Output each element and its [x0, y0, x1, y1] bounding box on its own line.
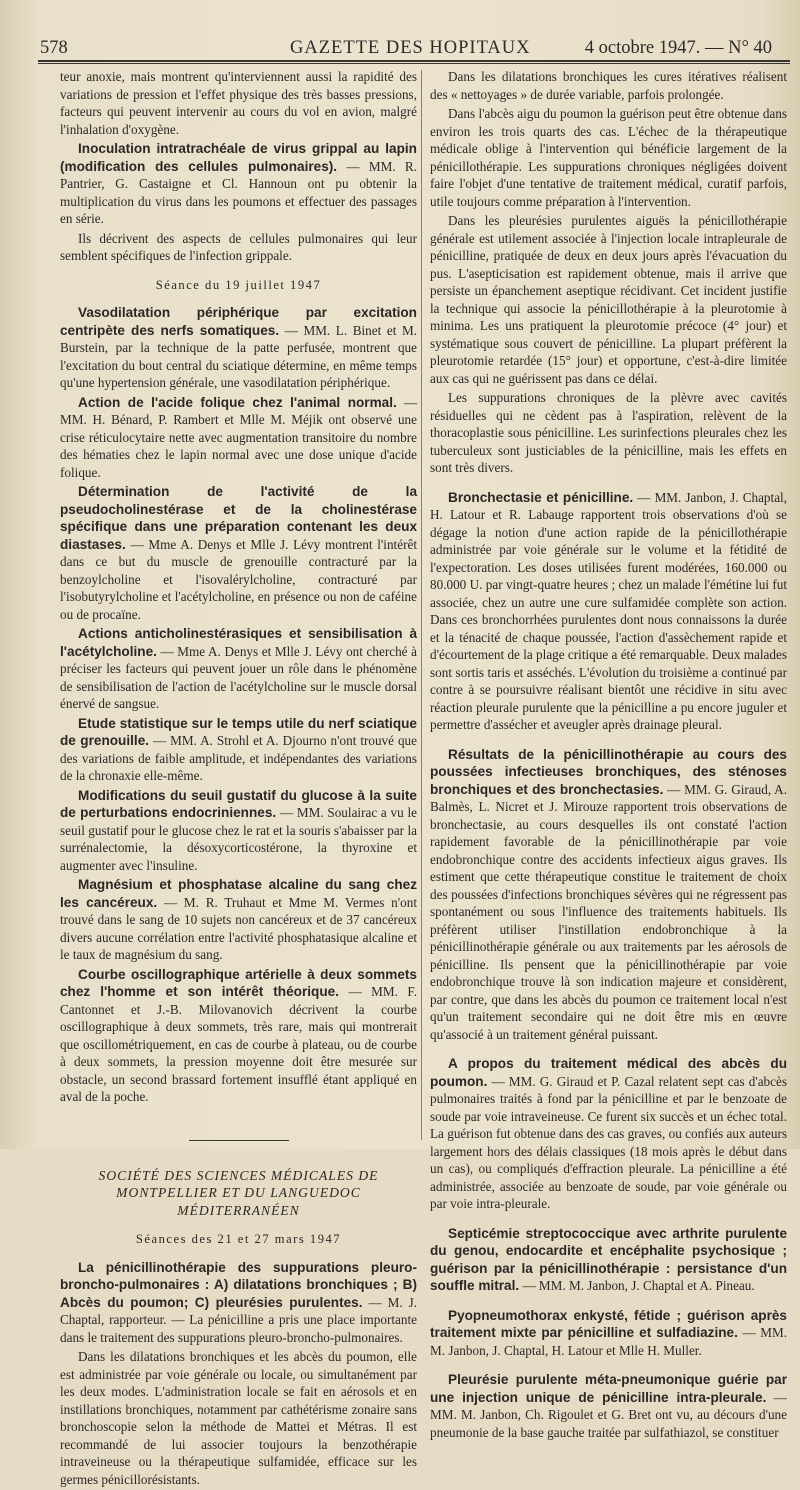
article-body: — MM. H. Bénard, P. Rambert et Mlle M. Méjik ont observé une crise réticulocytaire nette avec augmentation transitoire du nombre des hématies chez le lapin normal avec une dose unique d'acide folique.: [60, 394, 418, 480]
article-title: Détermination de l'activité de la pseudocholinestérase et de la cholinestérase spécifique dans une préparation contenant les deux diastases.: [60, 484, 417, 552]
article-body: — MM. M. Janbon, J. Chaptal et A. Pineau.: [519, 1278, 755, 1293]
article-title: La pénicillinothérapie des suppurations pleuro-broncho-pulmonaires : A) dilatations bronchiques ; B) Abcès du poumon; C) pleurésies purulentes.: [60, 1259, 417, 1310]
article-title: Courbe oscillographique artérielle à deux sommets chez l'homme et son intérêt théorique.: [60, 966, 417, 999]
article-body: — MM. M. Janbon, Ch. Rigoulet et G. Bret ont vu, au décours d'une pneumonie de la base gauche traitée par sulfathiazol, se constituer: [430, 1389, 787, 1440]
article-body: — MM. L. Binet et M. Burstein, par la technique de la patte perfusée, montrent que l'excitation du bout central du sciatique détermine, en même temps qu'une hypertension générale, une vasodilatation périphérique.: [60, 322, 417, 390]
article-entry: [430, 1307, 787, 1360]
article-entry: [430, 489, 787, 734]
article-title: Septicémie streptococcique avec arthrite purulente du genou, endocardite et encéphalite psychosique ; guérison par la pénicillinothérapie : persistance d'un souffle mitral.: [430, 1225, 787, 1293]
article-title: Vasodilatation périphérique par excitation centripète des nerfs somatiques.: [60, 305, 417, 338]
column-divider: [421, 70, 422, 1140]
spacer: [430, 479, 787, 489]
article-body: — MM. Soulairac a vu le seuil gustatif pour le glucose chez le rat et la souris s'abaisser par la surrénalectomie, la désoxycorticostérone, la thyroxine et augmenter avec l'insuline.: [60, 805, 417, 873]
article-title: Pyopneumothorax enkysté, fétide ; guérison après traitement mixte par pénicilline et sulfadiazine.: [430, 1307, 787, 1340]
article-entry: [60, 1259, 417, 1347]
article-body: — Mme A. Denys et Mlle J. Lévy montrent l'intérêt dans ce but du muscle de grenouille contracturé par la benzoylcholine et l'isovalérylcholine, contracturé par l'isobutyrylcholine et l'acétylcholine, en présence ou non de caféine ou de procaïne.: [60, 536, 417, 622]
article-entry: [60, 966, 417, 1106]
society-heading: SOCIÉTÉ DES SCIENCES MÉDICALES DE MONTPELLIER ET DU LANGUEDOC MÉDITERRANÉEN: [98, 1167, 379, 1218]
session-heading: Séance du 19 juillet 1947: [155, 277, 322, 292]
article-entry: [430, 1371, 787, 1441]
article-entry: [60, 483, 417, 623]
article-title: Action de l'acide folique chez l'animal normal.: [78, 394, 397, 410]
issue-date: 4 octobre 1947. — N° 40: [584, 38, 772, 58]
paragraph: Dans les pleurésies purulentes aiguës la pénicillothérapie générale est utilement associée à l'injection locale intrapleurale de pénicilline, pratiquée de deux en deux jours après l'évacuation du pus. L'asepticisation est rapidement obtenue, mais il arrive que persiste un épanchement aseptique récidivant. Cet incident justifie la technique qui associe la pénicillothérapie à la pleurotomie à minima. Les uns pratiquent la pleurotomie précoce (4° jour) et systématique sous couvert de pénicilline. La plupart préfèrent la pleurotomie retardée (15° jour) et opportune, c'est-à-dire limitée aux cas qui ne guérissent pas dans ce délai.: [430, 213, 787, 386]
article-title: Etude statistique sur le temps utile du nerf sciatique de grenouille.: [60, 715, 417, 748]
right-column: [430, 68, 787, 1443]
article-entry: [60, 625, 417, 713]
spacer: [430, 736, 787, 746]
paragraph: Ils décrivent des aspects de cellules pulmonaires qui leur semblent spécifiques de l'infection grippale.: [60, 230, 417, 263]
article-entry: [430, 746, 787, 1044]
article-entry: [60, 715, 417, 785]
article-body: — MM. A. Strohl et A. Djourno n'ont trouvé que des variations de faible amplitude, et indépendantes des variations de la chronaxie elle-même.: [60, 733, 418, 783]
section-divider: [189, 1140, 289, 1141]
header-rule: [38, 60, 790, 62]
journal-title: GAZETTE DES HOPITAUX: [290, 38, 531, 58]
article-body: — MM. R. Pantrier, G. Castaigne et Cl. Hannoun ont pu obtenir la multiplication du virus dans les poumons et effectuer des passages en série.: [60, 158, 418, 226]
article-body: — M. J. Chaptal, rapporteur. — La pénicilline a pris une place importante dans le traitement des suppurations pleuro-broncho-pulmonaires.: [60, 1294, 418, 1345]
paragraph: Les suppurations chroniques de la plèvre avec cavités résiduelles qui ne cèdent pas à l'aspiration, relèvent de la thoracoplastie sous pénicilline. Les surinfections pleurales chez les tuberculeux sont justiciables de la pénicilline, mais les effets en sont très divers.: [430, 390, 787, 475]
paragraph: Dans les dilatations bronchiques les cures itératives réalisent des « nettoyages » de durée variable, parfois prolongée.: [430, 69, 787, 102]
article-body: — MM. G. Giraud et P. Cazal relatent sept cas d'abcès pulmonaires traités à fond par la pénicilline et par le benzoate de soude par voie intraveineuse. Ce furent six succès et un échec total. La guérison fut obtenue dans des cas graves, ou confiés aux auteurs largement hors des délais classiques (18 mois après le début dans un cas), ou compliqués d'effraction pleurale. La pénicilline a été administrée, associée au benzoate de soude, par voie générale ou par voie intra-pleurale.: [430, 1073, 787, 1211]
spacer: [430, 1045, 787, 1055]
spacer: [430, 1215, 787, 1225]
paragraph: Dans l'abcès aigu du poumon la guérison peut être obtenue dans environ les trois quarts des cas. L'échec de la thérapeutique médicale oblige à l'intervention qui bénéficie largement de la pénicillothérapie. Les suppurations chroniques négligées doivent faire l'objet d'une tentative de traitement médical, curatif parfois, utile toujours comme préparation à l'intervention.: [430, 106, 787, 209]
article-title: A propos du traitement médical des abcès du poumon.: [430, 1056, 787, 1089]
paragraph: Dans les dilatations bronchiques et les abcès du poumon, elle est administrée par voie générale ou locale, ou simultanément par les deux modes. L'administration locale se fait en aérosols et en instillations bronchiques, notamment par cathétérisme zonaire sans bronchoscopie selon la méthode de Mattei et Métras. Il est recommandé de lui associer toujours la benzothérapie intraveineuse ou la thérapeutique sulfamidée, efficace sur les germes pénicillorésistants.: [60, 1349, 417, 1487]
article-title: Pleurésie purulente méta-pneumonique guérie par une injection unique de pénicilline intra-pleurale.: [430, 1372, 787, 1405]
article-body: — MM. F. Cantonnet et J.-B. Milovanovich décrivent la courbe oscillographique à deux sommets, très rare, mais qui montrerait que oscillométriquement, en cas de courbe à plateau, ou de courbe à deux sommets, la pression moyenne doit être mesurée sur obstacle, un second brassard fortement insufflé étant appliqué en aval de la poche.: [60, 984, 417, 1104]
article-entry: [60, 140, 417, 228]
article-body: — M. R. Truhaut et Mme M. Vermes n'ont trouvé dans le sang de 10 sujets non cancéreux et de 37 cancéreux divers aucune corrélation entre l'activité phosphatasique alcaline et le taux de magnésium du sang.: [60, 894, 417, 962]
article-title: Bronchectasie et pénicilline.: [448, 489, 634, 505]
article-body: — Mme A. Denys et Mlle J. Lévy ont cherché à préciser les facteurs qui peuvent jouer un rôle dans le phénomène de sensibilisation de l'action de l'acétylcholine sur le muscle dorsal énervé de sangsue.: [60, 643, 417, 711]
article-title: Modifications du seuil gustatif du glucose à la suite de perturbations endocriniennes.: [60, 787, 417, 820]
paragraph: teur anoxie, mais montrent qu'interviennent aussi la rapidité des variations de pression et l'effet physique des très basses pressions, facteurs qui peuvent intervenir au cours du vol en avion, malgré l'inhalation d'oxygène.: [60, 69, 417, 137]
article-entry: [60, 394, 417, 482]
page-number: 578: [40, 38, 68, 58]
spacer: [430, 1297, 787, 1307]
article-entry: [60, 304, 417, 392]
session-heading: Séances des 21 et 27 mars 1947: [135, 1232, 342, 1246]
article-body: — MM. M. Janbon, J. Chaptal, H. Latour et Mlle H. Muller.: [430, 1325, 787, 1358]
article-entry: [430, 1225, 787, 1295]
header-rule-thin: [38, 63, 790, 64]
article-entry: [60, 876, 417, 964]
article-title: Magnésium et phosphatase alcaline du sang chez les cancéreux.: [60, 877, 417, 910]
article-entry: [430, 1055, 787, 1213]
article-body: — MM. G. Giraud, A. Balmès, L. Nicret et J. Mirouze rapportent trois observations de bronchectasie, au cours desquelles ils ont constaté l'action rapidement favorable de la pénicillinothérapie par voie endobronchique contre des accidents infectieux aigus graves. Ils estiment que cette thérapeutique constitue le traitement de choix des poussées d'infections bronchiques sévères qui ne régressent pas spontanément ou sous l'influence des traitements habituels. Ils préfèrent utiliser l'instillation endobronchique à la pénicillinothérapie générale ou aux traitements par les aérosols de pénicilline. Ils pensent que la pénicillinothérapie par voie endobronchique trouve là son indication majeure et considèrent, par contre, que dans les abcès du poumon ce traitement local n'est qu'un traitement secondaire qui ne doit être mis en œuvre qu'associé à un traitement général puissant.: [430, 781, 788, 1042]
left-column: [60, 68, 417, 1490]
spacer: [430, 1361, 787, 1371]
article-title: Inoculation intratrachéale de virus grippal au lapin (modification des cellules pulmonaires).: [60, 141, 417, 174]
article-title: Résultats de la pénicillinothérapie au cours des poussées infectieuses bronchiques, des sténoses bronchiques et des bronchectasies.: [430, 746, 787, 797]
article-entry: [60, 787, 417, 875]
article-title: Actions anticholinestérasiques et sensibilisation à l'acétylcholine.: [60, 626, 417, 659]
article-body: — MM. Janbon, J. Chaptal, H. Latour et R. Labauge rapportent trois observations d'où se dégage la notion d'une action rapide de la pénicillothérapie administrée par voie générale sur le volume et la fétidité de l'expectoration. Les doses utilisées furent modérées, 160.000 ou 80.000 U. par vingt-quatre heures ; chez un malade l'émétine lui fut associée, chez un autre une cure sulfamidée complète son action. Dans ces bronchorrhées purulentes dont nous connaissons la durée et la ténacité de chaque poussée, l'action d'assèchement rapide et d'écourtement de la plage critique a été remarquable. Deux malades sont sortis taris et asséchés. L'évolution du troisième a continué par contre à se poursuivre réalisant bientôt une récidive in situ avec réaction pleurale purulente que la pénicilline a pu encore juguler et permettre d'assécher et aveugler après drainage pleural.: [430, 489, 788, 732]
